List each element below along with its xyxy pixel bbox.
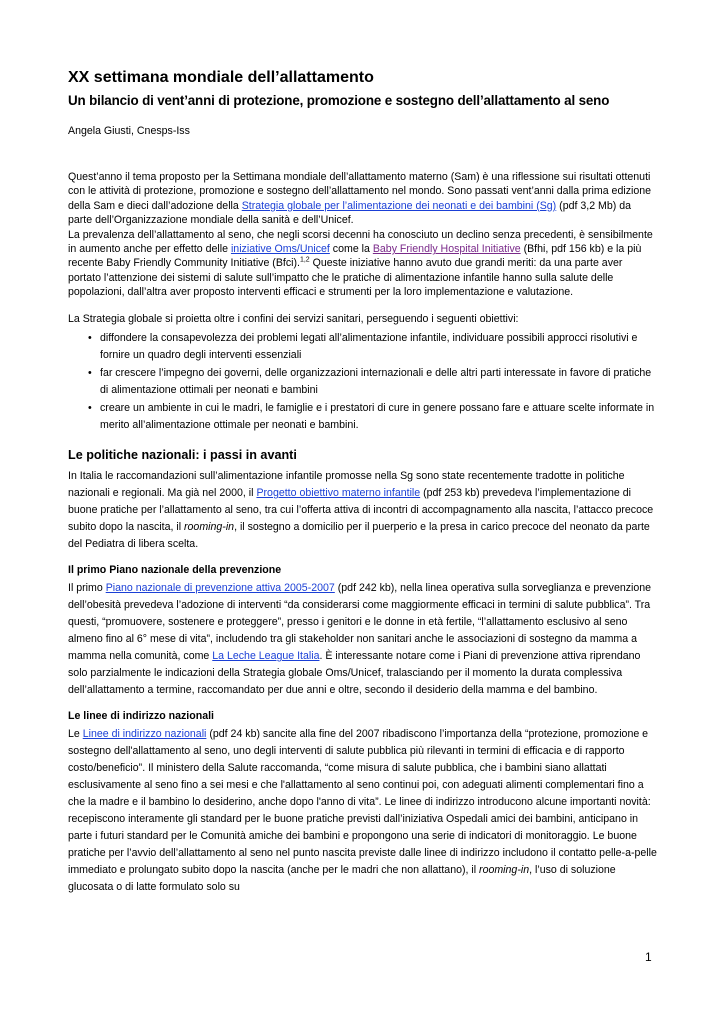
list-item — [68, 400, 658, 434]
subsection-heading: Le linee di indirizzo nazionali — [68, 710, 214, 723]
section-politiche-nazionali — [68, 446, 658, 896]
subsection-paragraph — [68, 726, 658, 896]
text-run: In Italia le raccomandazioni sull’alimentazione infantile promosse nella Sg sono state recentemente tradotte in politiche nazionali e regionali. Ma già nel 2000, il — [68, 470, 625, 500]
document-subtitle: Un bilancio di vent’anni di protezione, promozione e sostegno dell’allattamento al seno — [68, 93, 610, 108]
section-heading: Le politiche nazionali: i passi in avanti — [68, 448, 297, 463]
la-leche-league-link[interactable]: La Leche League Italia — [212, 650, 320, 663]
bfhi-link[interactable]: Baby Friendly Hospital Initiative — [372, 243, 521, 256]
list-item-text: far crescere l’impegno dei governi, delle organizzazioni internazionali e delle altri parti interessate in favore di pratiche di alimentazione ottimali per neonati e bambini — [100, 367, 652, 397]
section-paragraph — [68, 468, 658, 553]
intro-paragraph-3: La Strategia globale si proietta oltre i confini dei servizi sanitari, perseguendo i seguenti obiettivi: — [68, 312, 519, 325]
list-item-text: creare un ambiente in cui le madri, le famiglie e i prestatori di cure in genere possano fare e attuare scelte informate in merito all’alimentazione ottimale per neonati e bambini. — [100, 402, 655, 432]
text-run: , l’uso di soluzione glucosata o di latte formulato solo su — [68, 864, 616, 894]
bullet-icon: • — [88, 332, 92, 345]
author-line: Angela Giusti, Cnesps-Iss — [68, 125, 190, 137]
list-item-text: diffondere la consapevolezza dei problemi legati all’alimentazione infantile, individuare possibili approcci risolutivi e fornire un quadro degli interventi essenziali — [100, 332, 638, 362]
emphasis-text: rooming-in — [479, 864, 530, 877]
text-run: Queste iniziative hanno avuto due grandi meriti: da una parte aver portato l’attenzione dei sistemi di salute sull’impatto che le pratiche di alimentazione infantile hanno sulla salute delle popolazioni, dall’altra aver proposto interventi efficaci e strumenti per la loro implementazione e valutazione. — [68, 257, 623, 299]
bullet-icon: • — [88, 367, 92, 380]
text-run: . È interessante notare come i Piani di prevenzione attiva riprendano solo parzialmente le indicazioni della Strategia globale Oms/Unicef, tralasciando per il momento la durata complessiva dell’allattamento a termine, raccomandato per due anni e oltre, secondo il desiderio della mamma e del bambino. — [68, 650, 641, 697]
progetto-obiettivo-link[interactable]: Progetto obiettivo materno infantile — [256, 487, 421, 500]
list-item — [68, 365, 658, 399]
list-item — [68, 330, 658, 364]
footnote-ref: 1,2 — [299, 256, 310, 264]
intro-section — [68, 170, 658, 434]
text-run: La prevalenza dell’allattamento al seno, che negli scorsi decenni ha conosciuto un declino senza precedenti, è sensibilmente in aumento anche per effetto delle — [68, 228, 653, 256]
text-run: come la — [329, 243, 373, 256]
text-run: (pdf 242 kb), nella linea operativa sulla sorveglianza e prevenzione dell’obesità prevedeva l’adozione di interventi “da considerarsi come maggiormente efficaci in termini di salute pubblica”. Tra questi, “promuovere, sostenere e proteggere”, presso i genitori e le donne in età fertile, “l’allattamento esclusivo al seno almeno fino al 6° mese di vita”, includendo tra gli stakeholder non sanitari anche le associazioni di sostegno da mamma a mamma nella comunità, come — [68, 582, 652, 663]
text-run: Il primo — [68, 582, 106, 595]
bullet-icon: • — [88, 402, 92, 415]
subsection-heading: Il primo Piano nazionale della prevenzione — [68, 564, 282, 577]
strategia-globale-link[interactable]: Strategia globale per l’alimentazione dei neonati e dei bambini (Sg) — [241, 199, 557, 212]
piano-nazionale-link[interactable]: Piano nazionale di prevenzione attiva 2005-2007 — [105, 582, 335, 595]
intro-paragraph-2 — [68, 228, 658, 300]
text-run: Quest’anno il tema proposto per la Settimana mondiale dell’allattamento materno (Sam) è una riflessione sui risultati ottenuti con le attività di protezione, promozione e sostegno dell’allattamento nel mondo. Sono passati vent’anni dalla prima edizione della Sam e dieci dall’adozione della — [68, 171, 652, 212]
intro-paragraph-1 — [68, 170, 658, 228]
text-run: (pdf 3,2 Mb) da parte dell’Organizzazione mondiale della sanità e dell’Unicef. — [68, 199, 632, 227]
subsection-paragraph — [68, 580, 658, 699]
emphasis-text: rooming-in — [184, 521, 235, 534]
document-title: XX settimana mondiale dell’allattamento — [68, 69, 374, 86]
text-run: (pdf 253 kb) prevedeva l’implementazione di buone pratiche per l’allattamento al seno, tra cui l’offerta attiva di incontri di accompagnamento alla nascita, l’attacco precoce subito dopo la nascita, il — [68, 487, 654, 534]
page-number: 1 — [645, 950, 652, 964]
text-run: (pdf 24 kb) sancite alla fine del 2007 ribadiscono l’importanza della “protezione, promozione e sostegno dell'allattamento al seno, uno degli interventi di salute pubblica più rilevanti in termini di efficacia e di rapporto costo/beneficio”. Il ministero della Salute raccomanda, “come misura di salute pubblica, che i bambini siano allattati esclusivamente al seno fino a sei mesi e che l'allattamento al seno continui poi, con adeguati alimenti complementari fino a che la madre e il bambino lo desiderino, anche dopo l'anno di vita”. Le linee di indirizzo introducono alcune importanti novità: recepiscono interamente gli standard per le buone pratiche previsti dall’iniziativa Ospedali amici dei bambini, anticipano in parte i futuri standard per le Comunità amiche dei bambini e propongono una serie di indicatori di monitoraggio. Le buone pratiche per l’avvio dell’allattamento al seno nel punto nascita previste dalle linee di indirizzo includono il contatto pelle-a-pelle immediato e prolungato subito dopo la nascita (anche per le madri che non allattano), il — [68, 728, 657, 877]
text-run: Le — [68, 728, 83, 741]
linee-indirizzo-link[interactable]: Linee di indirizzo nazionali — [82, 728, 207, 741]
iniziative-oms-unicef-link[interactable]: iniziative Oms/Unicef — [230, 243, 330, 256]
objectives-list — [68, 330, 658, 434]
document-page — [68, 68, 658, 896]
text-run: (Bfhi, pdf 156 kb) e la più recente Baby Friendly Community Initiative (Bfci). — [68, 243, 642, 270]
text-run: , il sostegno a domicilio per il puerperio e la presa in carico precoce del neonato da parte del Pediatra di libera scelta. — [68, 521, 650, 551]
